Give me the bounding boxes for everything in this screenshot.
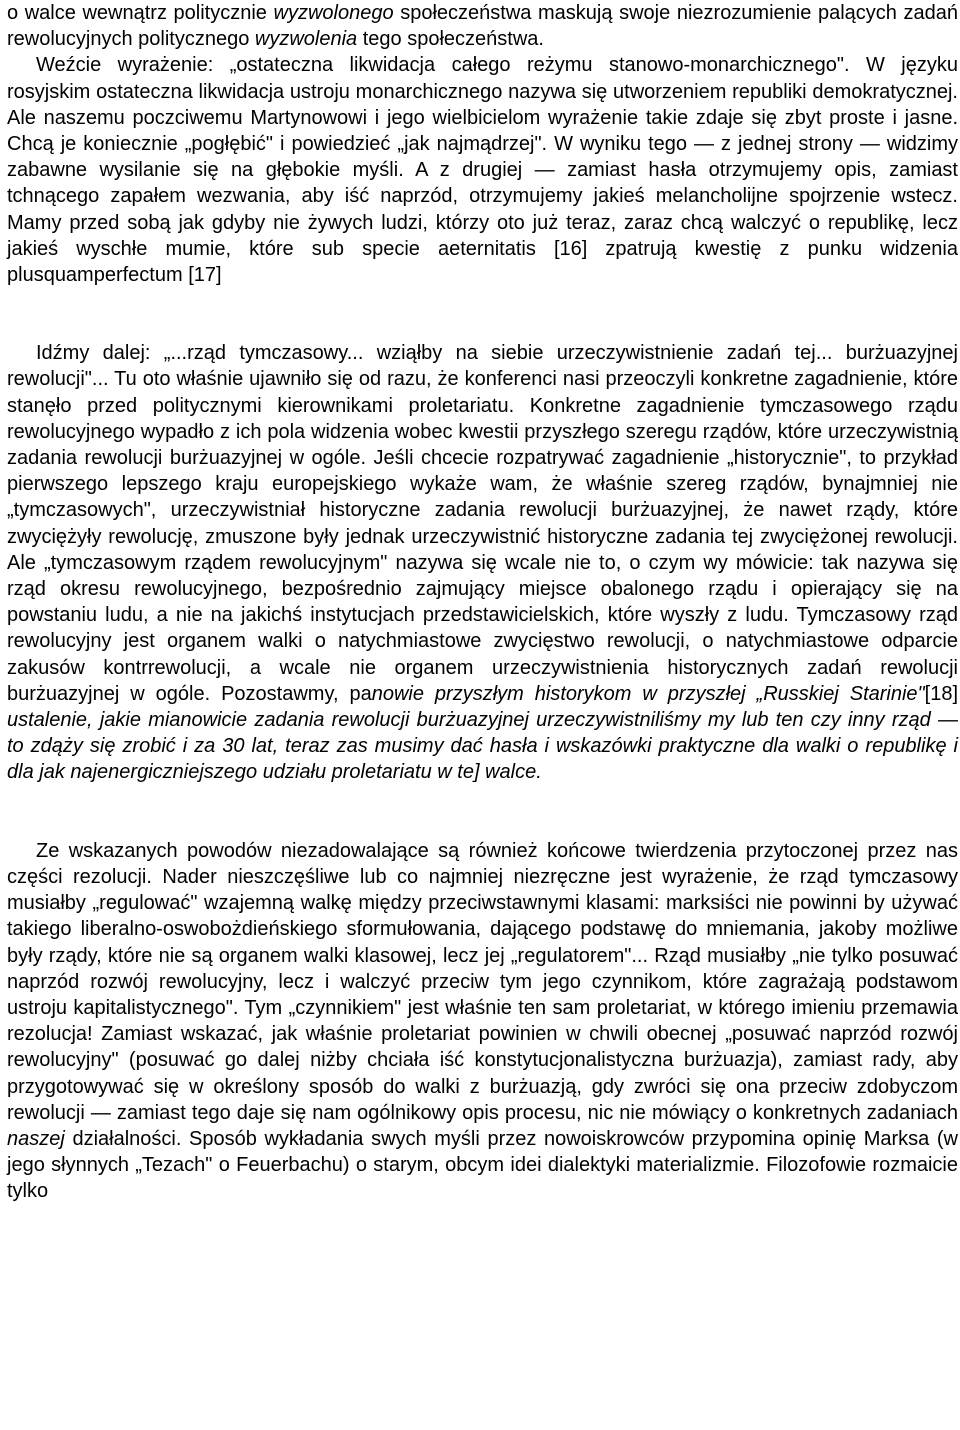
italic-text-segment: wyzwolonego	[273, 2, 394, 24]
paragraph-2	[7, 340, 958, 785]
italic-text-segment: nowie przyszłym historykom w przyszłej „Russkiej Starinie"	[371, 682, 925, 705]
italic-text-segment: wyzwolenia	[254, 28, 358, 51]
paragraph-3	[7, 838, 958, 1205]
paragraph-1-continuation	[7, 52, 958, 288]
footnote-ref: [18]	[924, 682, 958, 705]
text-segment: społeczeństwa maskują swoje niezrozumienie palących zadań rewolucyjnych politycznego	[7, 2, 958, 51]
text-segment: Idźmy dalej: „...rząd tymczasowy... wziąłby na siebie urzeczywistnienie zadań tej... burżuazyjnej rewolucji"... Tu oto właśnie ujawniło się od razu, że konferenci nasi przeoczyli konkretne zagadnienie, które stanęło przed politycznymi kierownikami proletariatu. Konkretne zagadnienie tymczasowego rządu rewolucyjnego wypadło z ich pola widzenia wobec kwestii przyszłego szeregu rządów, które urzeczywistnią zadania rewolucji burżuazyjnej w ogóle. Jeśli chcecie rozpatrywać zagadnienie „historycznie", to przykład pierwszego lepszego kraju europejskiego wykaże wam, że właśnie szereg rządów, bynajmniej nie „tymczasowych", urzeczywistniał historyczne zadania rewolucji burżuazyjnej, że nawet rządy, które zwyciężyły rewolucję, zmuszone były jednak urzeczywistnić historyczne zadania tej zwyciężonej rewolucji. Ale „tymczasowym rządem rewolucyjnym" nazywa się wcale nie to, o czym wy mówicie: tak nazywa się rząd okresu rewolucyjnego, bezpośrednio zajmujący miejsce obalonego rządu i opierający się na powstaniu ludu, a nie na jakichś instytucjach przedstawicielskich, które wyszły z ludu. Tymczasowy rząd rewolucyjny jest organem walki o natychmiastowe zwycięstwo rewolucji, o natychmiastowe odparcie zakusów kontrrewolucji, a wcale nie organem urzeczywistnienia historycznych zadań rewolucji burżuazyjnej w ogóle. Pozostawmy, pa	[7, 342, 958, 705]
text-segment: działalności. Sposób wykładania swych myśli przez nowoiskrowców przypomina opinię Marksa (w jego słynnych „Tezach" o Feuerbachu) o starym, obcym idei dialektyki materializmie. Filozofowie rozmaicie tylko	[7, 1127, 958, 1203]
text-segment: Weźcie wyrażenie: „ostateczna likwidacja całego reżymu stanowo-monarchicznego". W języku rosyjskim ostateczna likwidacja ustroju monarchicznego nazywa się utworzeniem republiki demokratycznej. Ale naszemu poczciwemu Martynowowi i jego wielbicielom wyrażenie takie zdaje się zbyt proste i jasne. Chcą je koniecznie „pogłębić" i powiedzieć „jak najmądrzej". W wyniku tego — z jednej strony — widzimy zabawne wysilanie się na głębokie myśli. A z drugiej — zamiast hasła otrzymujemy opis, zamiast tchnącego zapałem wezwania, aby iść naprzód, otrzymujemy jakieś melancholijne spojrzenie wstecz. Mamy przed sobą jak gdyby nie żywych ludzi, którzy oto już teraz, zaraz chcą walczyć o republikę, lecz jakieś wyschłe mumie, które sub specie aeternitatis [16] zpatrują kwestię z punku widzenia plusquamperfectum [17]	[7, 54, 958, 287]
paragraph-1	[7, 0, 958, 52]
italic-text-segment: ustalenie, jakie mianowicie zadania rewolucji burżuazyjnej urzeczywistniliśmy my lub ten czy inny rząd — to zdąży się zrobić i za 30 lat, teraz zas musimy dać hasła i wskazówki praktyczne dla walki o republikę i dla jak najenergiczniejszego udziału proletariatu w te] walce.	[7, 709, 958, 784]
text-segment: Ze wskazanych powodów niezadowalające są również końcowe twierdzenia przytoczonej przez nas części rezolucji. Nader nieszczęśliwe lub co najmniej niezręczne jest wyrażenie, że rząd tymczasowy musiałby „regulować" wzajemną walkę między przeciwstawnymi klasami: marksiści nie powinni by używać takiego liberalno-oswobożdieńskiego sformułowania, dającego podstawę do mniemania, jakoby możliwe były rządy, które nie są organem walki klasowej, lecz jej „regulatorem"... Rząd musiałby „nie tylko posuwać naprzód rozwój rewolucyjny, lecz i walczyć przeciw tym jego czynnikom, które zagrażają podstawom ustroju kapitalistycznego". Tym „czynnikiem" jest właśnie ten sam proletariat, w którego imieniu przemawia rezolucja! Zamiast wskazać, jak właśnie proletariat powinien w chwili obecnej „posuwać naprzód rozwój rewolucyjny" (posuwać go dalej niżby chciała iść konstytucjonalistyczna burżuazja), zamiast rady, aby przygotowywać się w określony sposób do walki z burżuazją, gdy zwróci się ona przeciw zdobyczom rewolucji — zamiast tego daje się nam ogólnikowy opis procesu, nic nie mówiący o konkretnych zadaniach	[7, 839, 958, 1124]
text-segment: o walce wewnątrz politycznie	[7, 2, 274, 24]
text-segment: tego społeczeństwa.	[357, 28, 544, 51]
italic-text-segment: naszej	[7, 1127, 65, 1150]
document-page	[7, 0, 958, 1205]
